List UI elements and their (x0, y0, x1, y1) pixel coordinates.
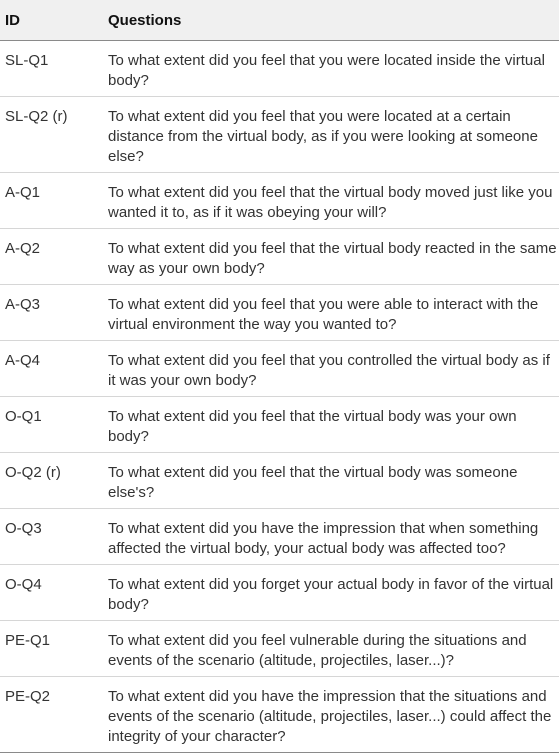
row-question: To what extent did you have the impression that the situations and events of the scenario (altitude, projectiles, laser...) could affect the integrity of your character? (108, 688, 552, 745)
row-id: A-Q4 (5, 352, 41, 369)
row-id: SL-Q1 (5, 52, 49, 69)
row-question: To what extent did you have the impression that when something affected the virtual body, your actual body was affected too? (108, 520, 539, 557)
row-question: To what extent did you feel that you controlled the virtual body as if it was your own body? (108, 352, 550, 389)
table-row (0, 397, 559, 453)
row-id: O-Q2 (r) (5, 464, 61, 481)
row-question: To what extent did you feel that you were able to interact with the virtual environment the way you wanted to? (108, 296, 539, 333)
row-id: O-Q4 (5, 576, 42, 593)
table-row (0, 285, 559, 341)
row-id: SL-Q2 (r) (5, 108, 68, 125)
table-row (0, 173, 559, 229)
table-row (0, 341, 559, 397)
row-question: To what extent did you feel vulnerable during the situations and events of the scenario (altitude, projectiles, laser...)? (108, 632, 527, 669)
header-id: ID (5, 11, 20, 29)
row-question: To what extent did you feel that the virtual body moved just like you wanted it to, as if it was obeying your will? (108, 184, 553, 221)
row-id: PE-Q1 (5, 632, 51, 649)
table-row (0, 453, 559, 509)
table-row (0, 621, 559, 677)
table-row (0, 229, 559, 285)
table-body (0, 41, 559, 753)
table-row (0, 97, 559, 173)
row-question: To what extent did you feel that the virtual body was someone else's? (108, 464, 518, 501)
table-row (0, 677, 559, 753)
row-id: O-Q3 (5, 520, 42, 537)
row-question: To what extent did you feel that you were located at a certain distance from the virtual body, as if you were looking at someone else? (108, 108, 538, 165)
table-header (0, 0, 559, 41)
row-id: A-Q2 (5, 240, 41, 257)
row-id: O-Q1 (5, 408, 42, 425)
table-row (0, 41, 559, 97)
row-id: A-Q1 (5, 184, 41, 201)
row-id: A-Q3 (5, 296, 41, 313)
table-row (0, 565, 559, 621)
row-question: To what extent did you feel that the virtual body reacted in the same way as your own body? (108, 240, 557, 277)
table-row (0, 509, 559, 565)
header-row (0, 0, 559, 41)
row-question: To what extent did you feel that the virtual body was your own body? (108, 408, 517, 445)
row-id: PE-Q2 (5, 688, 51, 705)
header-questions: Questions (108, 11, 182, 29)
row-question: To what extent did you feel that you were located inside the virtual body? (108, 52, 545, 89)
row-question: To what extent did you forget your actual body in favor of the virtual body? (108, 576, 554, 613)
